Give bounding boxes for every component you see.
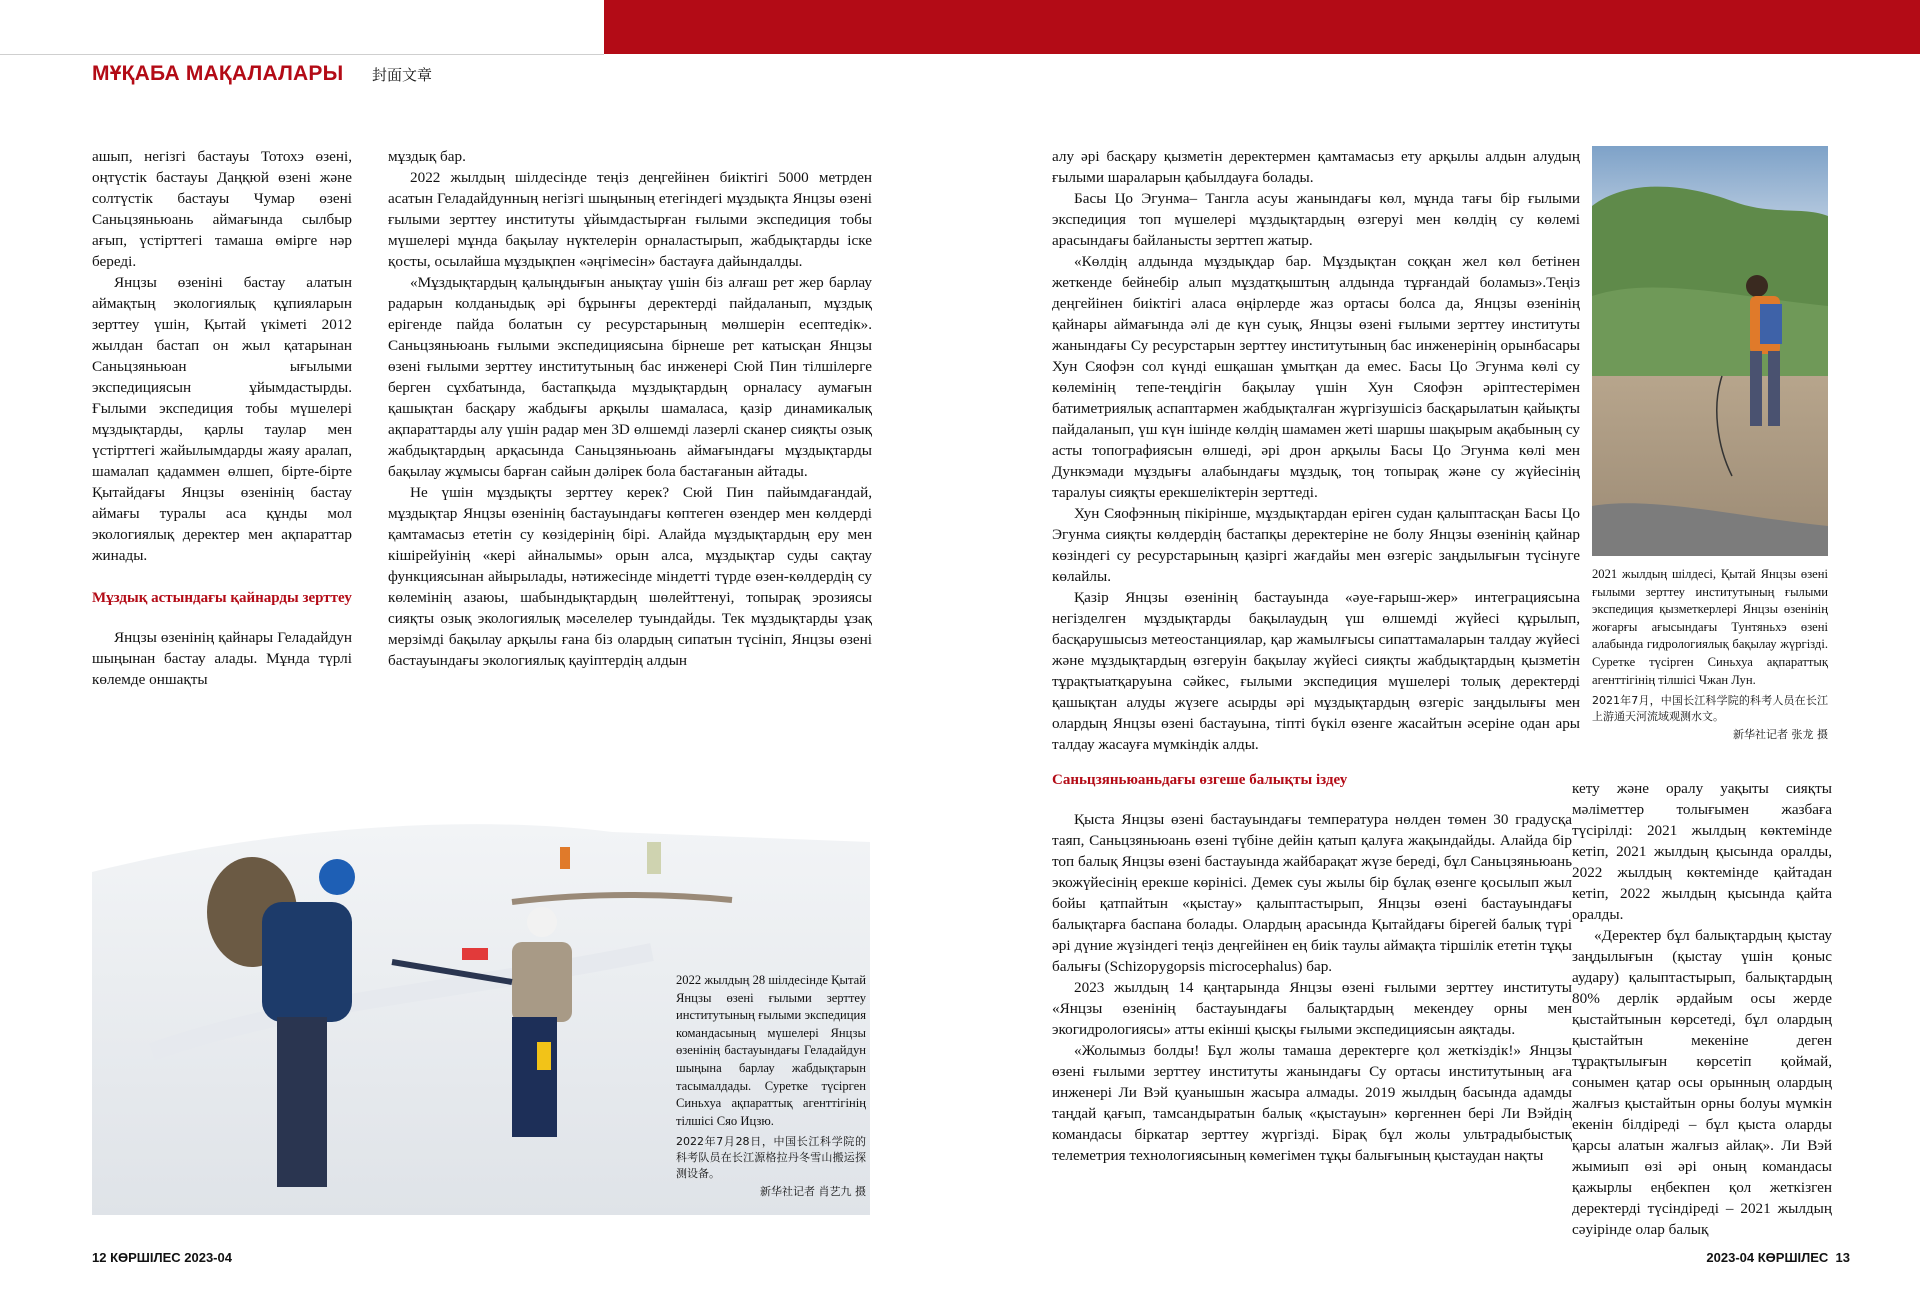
paragraph: Янцзы өзеніні бастау алатын аймақтың экологиялық құпияларын зерттеу үшін, Қытай үкіметі 2012 жылдан бастап он жыл қатарынан Саньцзяньюан ығылыми экспедициясын ұйымдастырды. Ғылыми экспедиция тобы мүшелері мұздықтарды, қарлы таулар мен үстірттегі жайылымдарды жаяу аралап, шамалап қадаммен өлшеп, бірте-бірте Қытайдағы Янцзы өзенінің бастау аймағы туралы аса құнды мол экологиялық деректер мен ақпараттар жинады. [92,274,352,564]
right-photo-caption [1592,566,1828,743]
river-photo-illustration [1592,146,1828,556]
header-red-bar [604,0,1920,54]
left-column-1 [92,146,352,690]
page-number-left: 12 КӨРШІЛЕС 2023-04 [92,1250,232,1265]
paragraph: 2023 жылдың 14 қаңтарында Янцзы өзені ғылыми зерттеу институты «Янцзы өзенінің бастауындағы балықтардың мекендеу орны мен экогидрологиясы» атты екінші қысқы ғылыми экспедициясын аяқтады. [1052,979,1572,1038]
paragraph: Басы Цо Эгунма– Тангла асуы жанындағы көл, мұнда тағы бір ғылыми экспедиция топ мүшелері мұздықтардың өзгеруі мен көлдің су көлемі арасындағы байланысты зерттеп жатыр. [1052,190,1580,249]
paragraph: 2022 жылдың шілдесінде теңіз деңгейінен биіктігі 5000 метрден асатын Геладайдунның негізгі шыңының етегіндегі мұздықта Янцзы өзені ғылыми зерттеу институты ұйымдастырған ғылыми экспедиция тобы мүшелері мұнда бақылау нүктелерін орналастырып, жабдықтарды іске қосты, осылайша мұздықпен «әңгімесін» бастауға дайындалды. [388,169,872,270]
right-column-2 [1572,778,1832,1240]
subheading: Мұздық астындағы қайнарды зерттеу [92,590,352,606]
left-column-2 [388,146,872,671]
paragraph: Янцзы өзенінің қайнары Геладайдун шыңынан бастау алады. Мұнда түрлі көлемде оншақты [92,629,352,688]
caption-chinese: 2022年7月28日，中国长江科学院的科考队员在长江源格拉丹冬雪山搬运探测设备。 [676,1135,866,1181]
river-hydrology-photo [1592,146,1828,556]
paragraph: алу әрі басқару қызметін деректермен қамтамасыз ету арқылы алдын алудың ғылыми шараларын қабылдауға болады. [1052,148,1580,186]
section-title: МҰҚАБА МАҚАЛАЛАРЫ [92,62,344,85]
paragraph: ашып, негізгі бастауы Тотохэ өзені, оңтүстік бастауы Даңқюй өзені және солтүстік бастауы Чумар өзені Саньцзяньюань аймағында сылбыр ағып, үстірттегі тамаша өмірге нәр береді. [92,148,352,270]
photo-credit: 新华社记者 肖艺九 摄 [760,1185,866,1199]
paragraph: «Көлдің алдында мұздықдар бар. Мұздықтан соққан жел көл бетінен жеткенде бейнебір алып мұздатқыштың алдында тұрғандай боламыз».Теңіз деңгейінен биіктігі аласа өңірлерде жаз ортасы болса да, Янцзы өзенінің қайнары аймағында әлі де күн суық, Янцзы өзені ғылыми зерттеу институты жанындағы Су ресурстарын зерттеу институтының бас инженерінің орынбасары Хун Сяофэн сол күнді ешқашан ұмытқан да емес. Басы Цо Эгунма көлі су көлемінің тепе-теңдігін бақылау үшін Хун Сяофэн әріптестерімен батиметриялық аспаптармен жабдықталған жүргізушісіз басқарылатын қайықты пайдаланып, үш күн ішінде көлдің шамамен жеті шаршы шақырым ақабының су асты топографиясын өлшеді, әрі дрон арқылы Басы Цо Эгунма көлі мен Дункэмади мұздығы алабындағы мұздық, тоң топырақ және су жүйесінің таралуы сияқты ерекшеліктерін зерттеді. [1052,253,1580,501]
paragraph: Қыста Янцзы өзені бастауындағы температура нөлден төмен 30 градусқа таяп, Саньцзяньюань өзені түбіне дейін қатып қалуға жақындайды. Алайда бір топ балық Янцзы өзені бастауында жайбарақат жүзе береді, бұл Саньцзяньюань экожүйесінің ерекше көрінісі. Демек суы жылы бір бұлақ өзенге қосылып жыл бойы қатпайтын «қыстау» қалыптастырып, Янцзы өзені бастауындағы балықтарға баспана болады. Олардың арасында Қытайдағы бірегей балық түрі әрі дүние жүзіндегі теңіз деңгейінен ең биік таулы аймақта тіршілік ететін тұқы балығы (Schizopygopsis microcephalus) бар. [1052,811,1572,975]
left-photo-caption [676,972,866,1200]
subheading: Саньцзяньюаньдағы өзгеше балықты іздеу [1052,772,1348,788]
photo-credit: 新华社记者 张龙 摄 [1733,728,1828,742]
paragraph: Хун Сяофэнның пікірінше, мұздықтардан еріген судан қалыптасқан Басы Цо Эгунма сияқты көлдердің бастапқы деректеріне не болу Янцзы өзенінің қайнар көзіндегі су ресурстарының қазіргі жағдайы мен өзгеріс заңдылығын түсінуге көлайлы. [1052,505,1580,585]
caption-text: 2021 жылдың шілдесі, Қытай Янцзы өзені ғылыми зерттеу институтының ғылыми экспедиция қызметкерлері Янцзы өзенінің жоғарғы ағысындағы Тунтяньхэ өзені алабында гидрологиялық бақылау жүргізді. Суретке түсірген Синьхуа ақпараттық агенттігінің тілшісі Чжан Лун. [1592,567,1828,687]
paragraph: «Жолымыз болды! Бұл жолы тамаша деректерге қол жеткіздік!» Янцзы өзені ғылыми зерттеу институты жанындағы Су ортасы институтының аға инженері Ли Вэй қуанышын жасыра алмады. 2019 жылдың басында адамды таңдай қағып, тамсандыратын балық «қыстауын» көргеннен бері Ли Вэйдің командасы біркатар зерттеу жүргізді. Бірақ бұл жолы ультрадыбыстық телеметрия технологиясының көмегімен тұқы балығының қыстаудан нақты [1052,1042,1572,1164]
paragraph: Не үшін мұздықты зерттеу керек? Сюй Пин пайымдағандай, мұздықтар Янцзы өзенінің бастауындағы көптеген өзендер мен көлдерді қамтамасыз ететін су көзідерінің бірі. Алайда мұздықтардың еру мен кішірейуінің «кері айналымы» орын алса, мұздықтар суды сақтау функциясынан айырылады, нәтижесінде міндетті түрде өзен-көлдердің су көлемінің азаюы, шабындықтардың шөлейттенуі, топырақ эрозиясы сияқты озық экологиялық мәселелер туындайды. Тек мұздықтарды ұзақ мерзімді бақылау арқылы ғана біз олардың сипатын түсініп, Янцзы өзені бастауындағы экологиялық қауіптердің алдын [388,484,872,669]
page-number-right: 2023-04 КӨРШІЛЕС 13 [1706,1250,1850,1265]
section-title-chinese: 封面文章 [372,66,433,84]
paragraph: мұздық бар. [388,148,466,165]
header-rule [0,54,604,55]
caption-chinese: 2021年7月，中国长江科学院的科考人员在长江上游通天河流域观测水文。 [1592,694,1828,724]
paragraph: «Мұздықтардың қалыңдығын анықтау үшін біз алғаш рет жер барлау радарын колданыдық әрі бұрынғы деректерді пайдаланып, мұздық ерігенде пайда болатын су ресурстарының мөлшерін есептедік». Саньцзяньюань ғылыми экспедициясына бірнеше рет катысқан Янцзы өзені ғылыми зерттеу институтының бас инженері Сюй Пин тілшілерге берген сұхбатында, бастапқыда мұздықтардың орналасу аумағын қашықтан басқару жабдығы арқылы шамаласа, қазір динамикалық ақпараттарды алу үшін радар мен 3D өлшемді лазерлі сканер сияқты озық жабдықтардың арқасында Саньцзяньюань аймағындағы мұздықтарды бақылау жұмысы барған сайын дәлірек бола бастағанын айтады. [388,274,872,480]
caption-text: 2022 жылдың 28 шілдесінде Қытай Янцзы өзені ғылыми зерттеу институтының ғылыми экспедиция командасының мүшелері Янцзы өзенінің бастауындағы Геладайдун шыңына барлау жабдықтарын тасымалдады. Суретке түсірген Синьхуа ақпараттық агенттігінің тілшісі Сяо Ицзю. [676,973,866,1128]
paragraph: Қазір Янцзы өзенінің бастауында «әуе-ғарыш-жер» интеграциясына негізделген мұздықтарды бақылаудың үш өлшемді жүйесі құрылып, басқарушысыз метеостанциялар, қар жамылғысы сипаттамаларын талдау жүйесі және мұздықтардың өзгеруін бақылау жүйесі сияқты жабдықтардың қызметін тұрақтыатқаруына сәйкес, ғылыми экспедиция мүшелері толық деректерді қашықтан алуды жүзеге асырды әрі мұздықтардың өзгеріс заңдылығы мен олардың Янцзы өзені бастауына, тіпті бүкіл өзенге жасайтын әсеріне одан ары талдау жасауға мүмкіндік алды. [1052,589,1580,753]
paragraph: «Деректер бұл балықтардың қыстау заңдылығын (қыстау үшін қоныс аудару) қалыптастырып, балықтардың 80% дерлік әрдайым осы жерде қыстайтынын көрсетеді, бұл олардың қыстайтын мекеніне деген тұрақтылығын көрсетіп қоймай, сонымен қатар осы орынның олардың жалғыз қыстайтын орны болуы мүмкін екенін білдіреді – бұл қыста оларды қарсы алатын жалғыз айлақ». Ли Вэй жымиып өзі әрі оның командасы қажырлы еңбекпен қол жеткізген деректерді түсіндіреді – 2021 жылдың сәуірінде олар балық [1572,927,1832,1238]
right-column-1 [1052,146,1580,755]
paragraph: кету және оралу уақыты сияқты мәліметтер толығымен жазбаға түсірілді: 2021 жылдың көктемінде кетіп, 2021 жылдың қысында оралды, 2022 жылдың көктемінде қайтадан кетіп, 2022 жылдың қысында қайта оралды. [1572,780,1832,923]
right-column-1-lower [1052,770,1572,1166]
